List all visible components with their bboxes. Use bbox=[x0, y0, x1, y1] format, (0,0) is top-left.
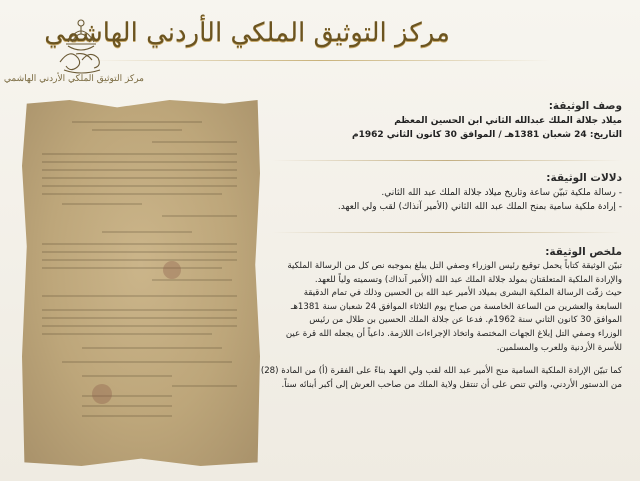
summary-line: الموافق 30 كانون الثاني سنة 1962م. فدعا عن جلالة الملك الحسين بن طلال من رئيس bbox=[309, 315, 622, 326]
section-divider bbox=[272, 160, 622, 161]
description-heading: وصف الوثيقة: bbox=[548, 100, 622, 112]
summary-line: الوزراء وصفي التل إبلاغ الجهات المختصة واتخاذ الإجراءات اللازمة. داعياً أن يجعله الله قرة عين bbox=[285, 328, 622, 339]
description-line: ميلاد جلالة الملك عبدالله الثاني ابن الحسين المعظم bbox=[394, 116, 622, 126]
section-summary bbox=[260, 246, 622, 392]
significance-line: - رسالة ملكية تبيّن ساعة وتاريخ ميلاد جلالة الملك عبد الله الثاني. bbox=[381, 188, 622, 198]
royal-crown-icon bbox=[46, 14, 116, 80]
significance-heading: دلالات الوثيقة: bbox=[546, 172, 622, 184]
crest-caption: مركز التوثيق الملكي الأردني الهاشمي bbox=[3, 74, 144, 84]
significance-line: - إرادة ملكية سامية بمنح الملك عبد الله الثاني (الأمير آنذاك) لقب ولي العهد. bbox=[337, 202, 622, 212]
summary-line: كما تبيّن الإرادة الملكية السامية منح الأمير عبد الله لقب ولي العهد بناءً على الفقرة (أ) من المادة (28) bbox=[260, 366, 622, 377]
page-title: مركز التوثيق الملكي الأردني الهاشمي bbox=[44, 18, 450, 48]
document-script-lines bbox=[22, 100, 260, 466]
description-line: التاريخ: 24 شعبان 1381هـ / الموافق 30 كانون الثاني 1962م bbox=[352, 130, 622, 140]
section-description bbox=[272, 100, 622, 142]
summary-line: حيث زفّت الرسالة الملكية البشرى بميلاد الأمير عبد الله بن الحسين وذلك في تمام الدقيقة bbox=[303, 288, 622, 299]
section-significance bbox=[272, 172, 622, 214]
summary-line: والإرادة الملكية المتعلقتان بمولد جلالة الملك عبد الله (الأمير آنذاك) وتسميته ولياً للعهد. bbox=[314, 274, 622, 285]
summary-line: للأسرة الأردنية وللعرب والمسلمين. bbox=[496, 342, 622, 353]
summary-line: تبيّن الوثيقة كتاباً يحمل توقيع رئيس الوزراء وصفي التل يبلغ بموجبه نص كل من الرسالة الملكية bbox=[287, 261, 622, 271]
header-divider bbox=[90, 60, 550, 61]
summary-heading: ملخص الوثيقة: bbox=[545, 246, 622, 258]
summary-line: من الدستور الأردني، والتي تنص على أن تنتقل ولاية الملك من صاحب العرش إلى أكبر أبنائه سناً. bbox=[281, 379, 622, 390]
archival-document-image bbox=[22, 100, 260, 466]
section-divider bbox=[272, 232, 622, 233]
summary-line: السابعة والعشرين من الساعة الخامسة من صباح يوم الثلاثاء الموافق 24 شعبان سنة 1381هـ bbox=[290, 301, 622, 312]
